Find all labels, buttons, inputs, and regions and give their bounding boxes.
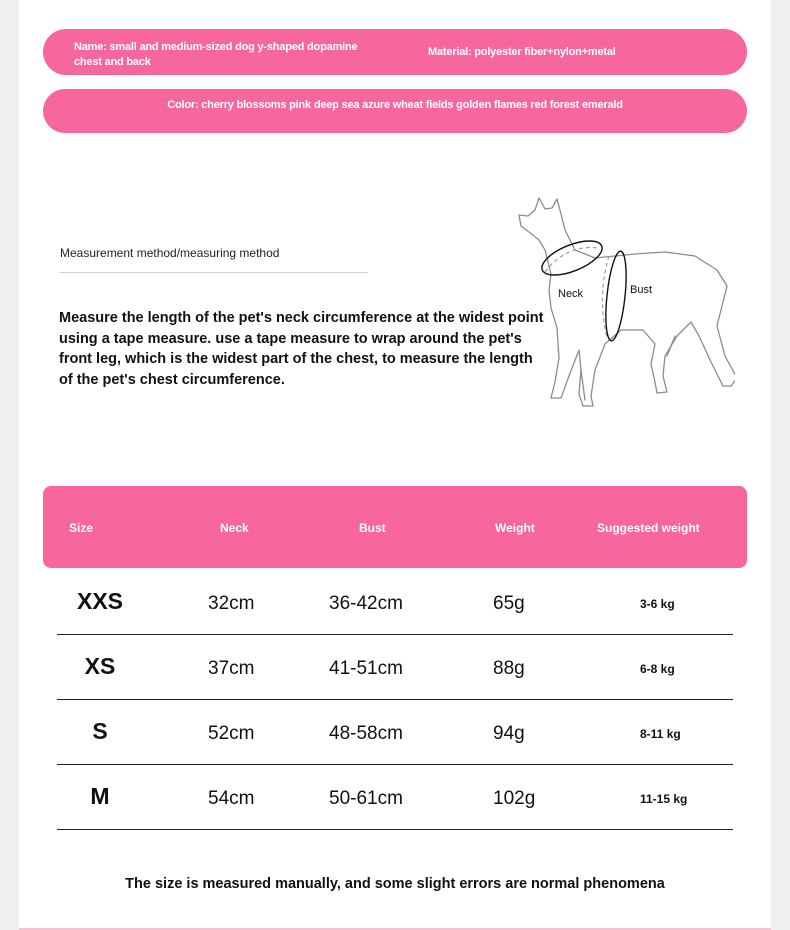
table-row: [57, 765, 733, 830]
weight-cell: 94g: [493, 723, 525, 744]
measurement-disclaimer: The size is measured manually, and some slight errors are normal phenomena: [125, 876, 665, 892]
size-table-body: [57, 570, 733, 830]
divider: [60, 272, 368, 273]
product-colors: Color: cherry blossoms pink deep sea azure wheat fields golden flames red forest emerald: [167, 99, 623, 111]
header-bust: Bust: [359, 521, 386, 535]
size-guide-page: [19, 0, 771, 930]
bust-cell: 41-51cm: [329, 658, 403, 679]
table-row: [57, 570, 733, 635]
size-table-header: [43, 486, 747, 568]
suggested-weight-cell: 11-15 kg: [640, 792, 688, 806]
weight-cell: 88g: [493, 658, 525, 679]
suggested-weight-cell: 6-8 kg: [640, 662, 675, 676]
bust-cell: 36-42cm: [329, 593, 403, 614]
table-row: [57, 700, 733, 765]
weight-cell: 102g: [493, 788, 536, 809]
neck-cell: 52cm: [208, 723, 255, 744]
product-info-banner: [43, 29, 747, 75]
bust-cell: 48-58cm: [329, 723, 403, 744]
neck-label: Neck: [558, 288, 584, 300]
bust-label: Bust: [630, 284, 653, 296]
dog-outline-icon: [519, 198, 735, 406]
product-material: Material: polyester fiber+nylon+metal: [428, 46, 616, 58]
header-neck: Neck: [220, 521, 249, 535]
neck-cell: 37cm: [208, 658, 255, 679]
size-cell: XXS: [76, 588, 124, 614]
dog-measurement-diagram: [495, 186, 735, 410]
neck-cell: 54cm: [208, 788, 255, 809]
table-row: [57, 635, 733, 700]
size-cell: M: [90, 783, 110, 809]
header-suggested-weight: Suggested weight: [597, 521, 700, 535]
suggested-weight-cell: 8-11 kg: [640, 727, 681, 741]
neck-cell: 32cm: [208, 593, 255, 614]
weight-cell: 65g: [493, 593, 525, 614]
suggested-weight-cell: 3-6 kg: [640, 597, 675, 611]
size-cell: S: [92, 718, 108, 744]
neck-measure-ring: [537, 234, 606, 282]
neck-measure-back-dash: [545, 248, 598, 273]
measurement-description: Measure the length of the pet's neck circumference at the widest point using a tape measure. use a tape measure to wrap around the pet's front leg, which is the widest part of the chest, to measure the length of the pet's chest circumference.: [59, 310, 544, 388]
bust-cell: 50-61cm: [329, 788, 403, 809]
header-weight: Weight: [495, 521, 535, 535]
size-cell: XS: [84, 653, 116, 679]
product-name: Name: small and medium-sized dog y-shaped dopamine chest and back: [74, 41, 358, 68]
product-color-banner: [43, 89, 747, 133]
measurement-heading: Measurement method/measuring method: [60, 246, 280, 260]
header-size: Size: [69, 521, 94, 535]
